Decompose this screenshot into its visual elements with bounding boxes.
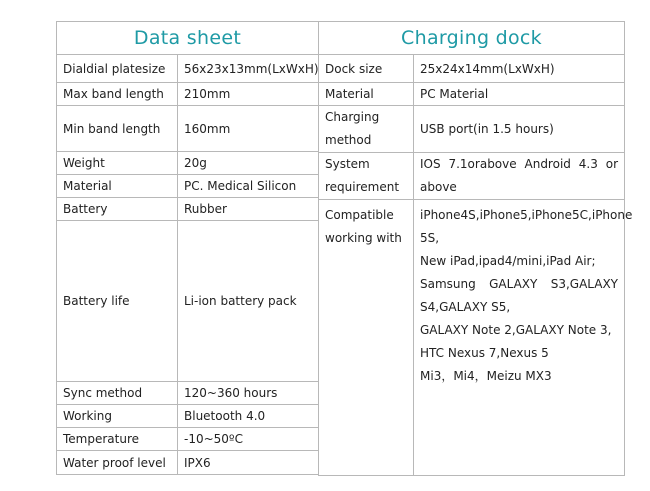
list-item: New iPad,ipad4/mini,iPad Air; (420, 254, 596, 268)
row-value: 120~360 hours (178, 382, 319, 405)
row-value: IOS 7.1orabove Android 4.3 or above (414, 153, 625, 200)
row-label: Material (57, 175, 178, 198)
table-row (57, 175, 319, 198)
table-row (319, 200, 625, 476)
row-value: 25x24x14mm(LxWxH) (414, 55, 625, 83)
row-value: IPX6 (178, 451, 319, 475)
row-label: Sync method (57, 382, 178, 405)
data-sheet-panel (56, 21, 318, 475)
row-value: 210mm (178, 83, 319, 106)
spec-sheet (56, 21, 633, 473)
row-value: -10~50ºC (178, 428, 319, 451)
row-label: Min band length (57, 106, 178, 152)
table-row (57, 55, 319, 83)
table-row (57, 405, 319, 428)
list-item: HTC Nexus 7,Nexus 5 (420, 346, 549, 360)
row-label: Max band length (57, 83, 178, 106)
table-row (57, 106, 319, 152)
compatible-devices (414, 200, 633, 476)
table-row (319, 106, 625, 153)
row-label: Working (57, 405, 178, 428)
row-label: Charging method (319, 106, 414, 153)
table-row (57, 221, 319, 382)
row-label: Material (319, 83, 414, 106)
table-row (319, 83, 625, 106)
row-value: 56x23x13mm(LxWxH) (178, 55, 319, 83)
list-item: GALAXY Note 2,GALAXY Note 3, (420, 323, 612, 337)
table-row (319, 55, 625, 83)
table-row (57, 428, 319, 451)
list-item: Samsung GALAXY S3,GALAXY S4,GALAXY S5, (420, 277, 619, 314)
row-value: Rubber (178, 198, 319, 221)
row-label: Water proof level (57, 451, 178, 475)
row-label: Compatible working with (319, 200, 414, 476)
row-value: 20g (178, 152, 319, 175)
row-value: 160mm (178, 106, 319, 152)
row-label: Dock size (319, 55, 414, 83)
charging-dock-panel (318, 21, 633, 476)
row-value: Li-ion battery pack (178, 221, 319, 382)
table-row (57, 152, 319, 175)
row-value: PC Material (414, 83, 625, 106)
list-item: Mi3，Mi4，Meizu MX3 (420, 369, 552, 383)
data-sheet-title: Data sheet (57, 22, 319, 55)
table-row (57, 382, 319, 405)
data-sheet-table (56, 21, 319, 475)
table-row (57, 451, 319, 475)
row-label: Weight (57, 152, 178, 175)
row-label: Temperature (57, 428, 178, 451)
charging-dock-table (318, 21, 633, 476)
table-row (319, 153, 625, 200)
charging-dock-title: Charging dock (319, 22, 625, 55)
row-value: PC. Medical Silicon (178, 175, 319, 198)
row-label: Dialdial platesize (57, 55, 178, 83)
table-row (57, 83, 319, 106)
row-value: USB port(in 1.5 hours) (414, 106, 625, 153)
list-item: iPhone4S,iPhone5,iPhone5C,iPhone 5S, (420, 208, 633, 245)
row-label: Battery (57, 198, 178, 221)
table-row (57, 198, 319, 221)
row-label: System requirement (319, 153, 414, 200)
row-value: Bluetooth 4.0 (178, 405, 319, 428)
row-label: Battery life (57, 221, 178, 382)
